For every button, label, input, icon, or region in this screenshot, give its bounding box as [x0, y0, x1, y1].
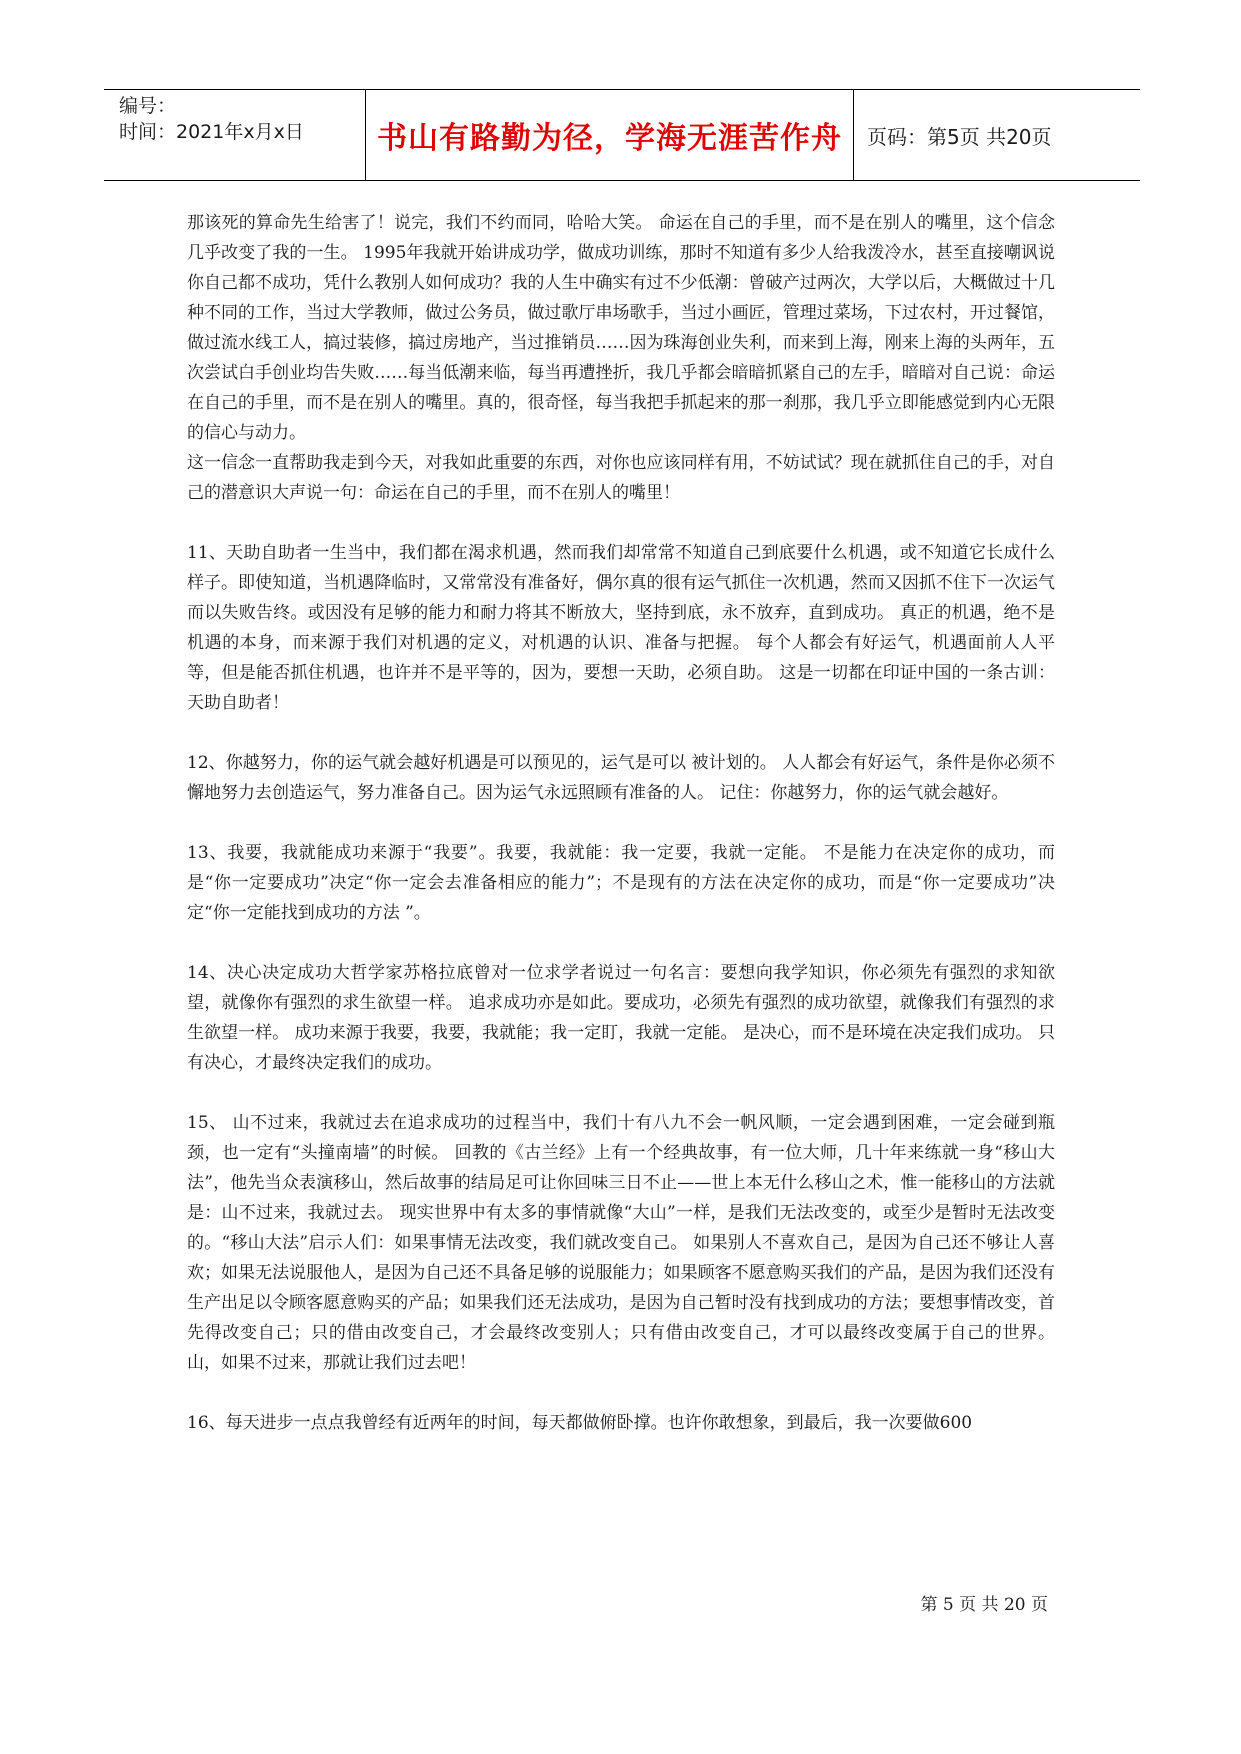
header-page-info: 页码：第5页 共20页: [867, 124, 1052, 149]
header-meta-cell: [104, 90, 366, 180]
time-label: 时间：2021年x月x日: [119, 121, 304, 143]
paragraph-fate-in-hand: 那该死的算命先生给害了！说完，我们不约而同，哈哈大笑。 命运在自己的手里，而不是在别人的嘴里，这个信念几乎改变了我的一生。 1995年我就开始讲成功学，做成功训练，那时不知道有多少人给我泼冷水，甚至直接嘲讽说你自己都不成功，凭什么教别人如何成功？我的人生中确实有过不少低潮：曾破产过两次，大学以后，大概做过十几种不同的工作，当过大学教师，做过公务员，做过歌厅串场歌手，当过小画匠，管理过菜场，下过农村，开过餐馆，做过流水线工人，搞过装修，搞过房地产，当过推销员……因为珠海创业失利，而来到上海，刚来上海的头两年，五次尝试白手创业均告失败……每当低潮来临，每当再遭挫折，我几乎都会暗暗抓紧自己的左手，暗暗对自己说：命运在自己的手里，而不是在别人的嘴里。真的，很奇怪，每当我把手抓起来的那一刹那，我几乎立即能感觉到内心无限的信心与动力。: [187, 213, 1055, 443]
paragraph-12: 12、你越努力，你的运气就会越好机遇是可以预见的，运气是可以 被计划的。 人人都会有好运气，条件是你必须不懈地努力去创造运气，努力准备自己。因为运气永远照顾有准备的人。 记住：你越努力，你的运气就会越好。: [187, 753, 1055, 803]
header-page-cell: [854, 90, 1140, 180]
document-body: [187, 208, 1055, 1468]
paragraph-11: 11、天助自助者一生当中，我们都在渴求机遇，然而我们却常常不知道自己到底要什么机遇，或不知道它长成什么样子。即使知道，当机遇降临时，又常常没有准备好，偶尔真的很有运气抓住一次机遇，然而又因抓不住下一次运气而以失败告终。或因没有足够的能力和耐力将其不断放大，坚持到底，永不放弃，直到成功。 真正的机遇，绝不是机遇的本身，而来源于我们对机遇的定义，对机遇的认识、准备与把握。 每个人都会有好运气，机遇面前人人平等，但是能否抓住机遇，也许并不是平等的，因为，要想一天助，必须自助。 这是一切都在印证中国的一条古训：天助自助者！: [187, 543, 1055, 713]
footer-page-number: 第 5 页 共 20 页: [920, 1595, 1048, 1615]
page-header: [104, 89, 1140, 181]
header-motto-cell: [366, 90, 854, 180]
header-motto: 书山有路勤为径，学海无涯苦作舟: [377, 121, 842, 156]
paragraph-14: 14、决心决定成功大哲学家苏格拉底曾对一位求学者说过一句名言：要想向我学知识，你必须先有强烈的求知欲望，就像你有强烈的求生欲望一样。 追求成功亦是如此。要成功，必须先有强烈的成功欲望，就像我们有强烈的求生欲望一样。 成功来源于我要，我要，我就能；我一定盯，我就一定能。 是决心，而不是环境在决定我们成功。 只有决心，才最终决定我们的成功。: [187, 963, 1055, 1073]
serial-number-label: 编号：: [119, 95, 177, 117]
paragraph-13: 13、我要，我就能成功来源于“我要”。我要，我就能：我一定要，我就一定能。 不是能力在决定你的成功，而是“你一定要成功”决定“你一定会去准备相应的能力”；不是现有的方法在决定你的成功，而是“你一定要成功”决定“你一定能找到成功的方法 ”。: [187, 843, 1055, 923]
paragraph-belief: 这一信念一直帮助我走到今天，对我如此重要的东西，对你也应该同样有用，不妨试试？现在就抓住自己的手，对自己的潜意识大声说一句：命运在自己的手里，而不在别人的嘴里！: [187, 453, 1055, 503]
paragraph-15: 15、 山不过来，我就过去在追求成功的过程当中，我们十有八九不会一帆风顺，一定会遇到困难，一定会碰到瓶颈，也一定有“头撞南墙”的时候。 回教的《古兰经》上有一个经典故事，有一位大师，几十年来练就一身“移山大法”，他先当众表演移山，然后故事的结局足可让你回味三日不止——世上本无什么移山之术，惟一能移山的方法就是：山不过来，我就过去。 现实世界中有太多的事情就像“大山”一样，是我们无法改变的，或至少是暂时无法改变的。“移山大法”启示人们：如果事情无法改变，我们就改变自己。 如果别人不喜欢自己，是因为自己还不够让人喜欢；如果无法说服他人，是因为自己还不具备足够的说服能力；如果顾客不愿意购买我们的产品，是因为我们还没有生产出足以令顾客愿意购买的产品；如果我们还无法成功，是因为自己暂时没有找到成功的方法；要想事情改变，首先得改变自己；只的借由改变自己，才会最终改变别人；只有借由改变自己，才可以最终改变属于自己的世界。 山，如果不过来，那就让我们过去吧！: [187, 1113, 1055, 1373]
paragraph-16: 16、每天进步一点点我曾经有近两年的时间，每天都做俯卧撑。也许你敢想象，到最后，我一次要做600: [187, 1413, 973, 1433]
page-footer: [921, 1590, 1048, 1615]
